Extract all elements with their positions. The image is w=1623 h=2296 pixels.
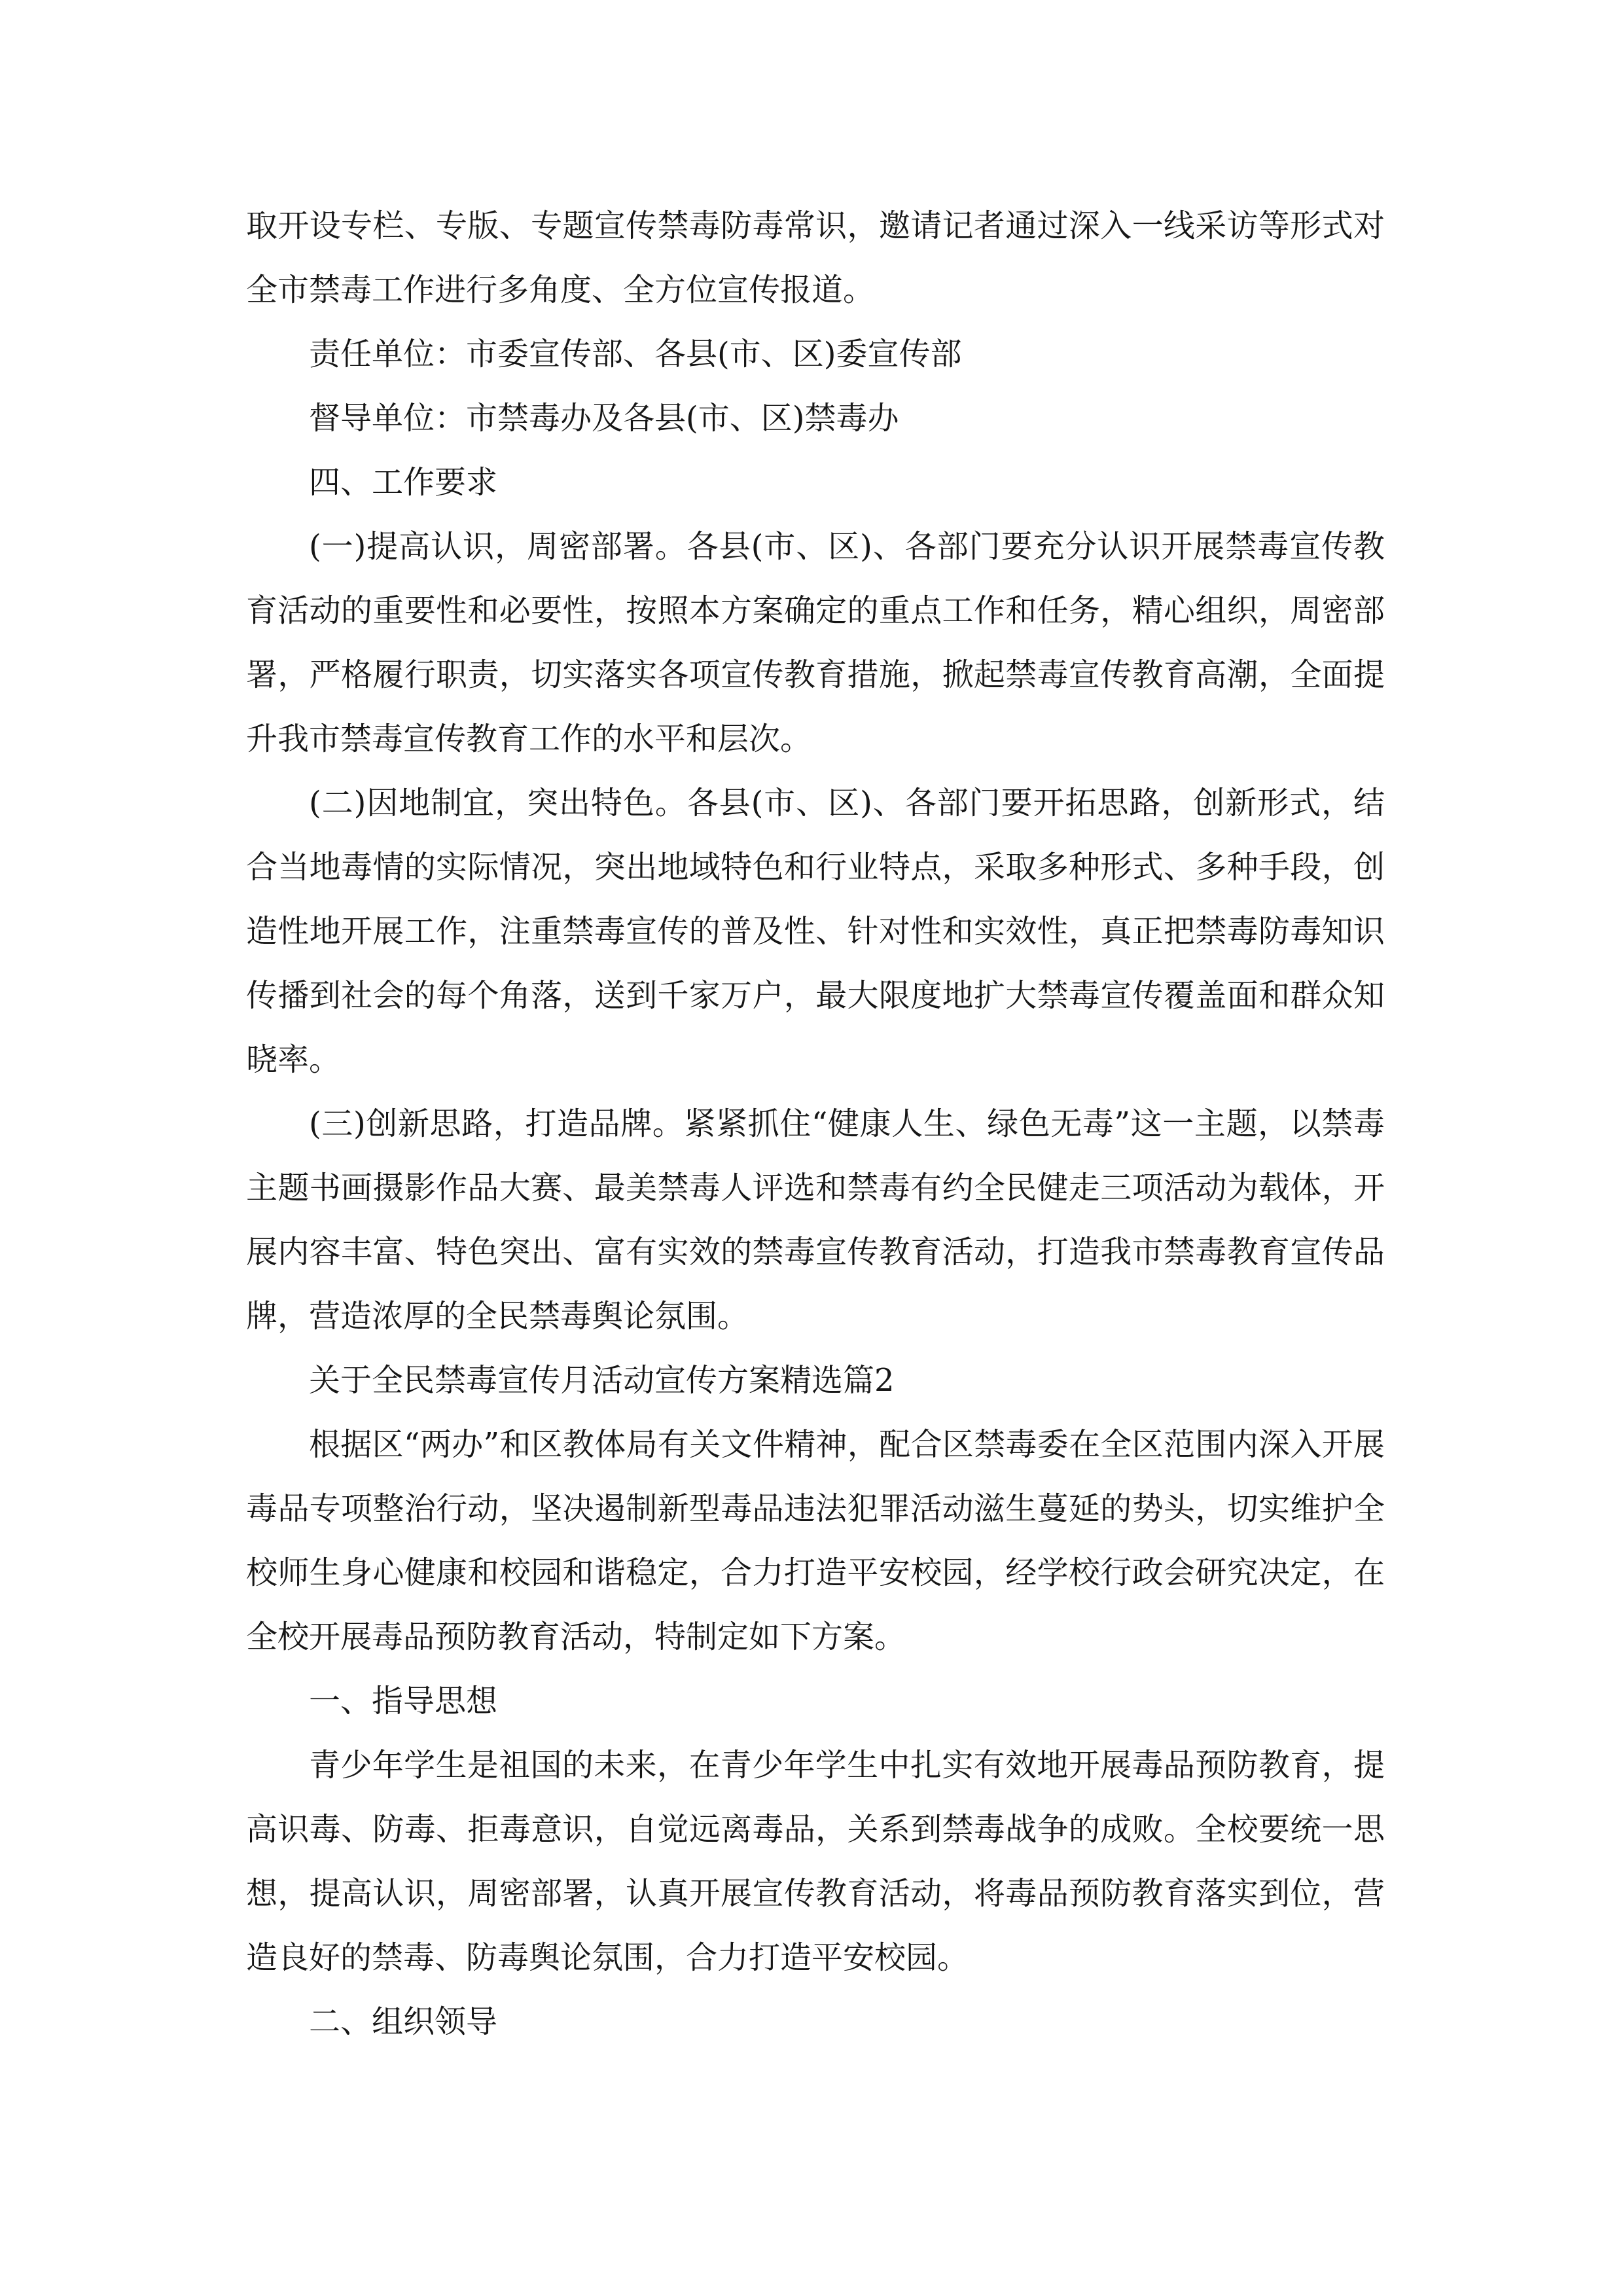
- document-body: [246, 194, 1385, 2054]
- section-heading-organization: 二、组织领导: [309, 2003, 498, 2040]
- paragraph-intro: 根据区“两办”和区教体局有关文件精神，配合区禁毒委在全区范围内深入开展毒品专项整治行动，坚决遏制新型毒品违法犯罪活动滋生蔓延的势头，切实维护全校师生身心健康和校园和谐稳定，合力打造平安校园，经学校行政会研究决定，在全校开展毒品预防教育活动，特制定如下方案。: [246, 1426, 1385, 1655]
- section-heading-work-requirements: 四、工作要求: [309, 464, 498, 501]
- paragraph-guiding-ideology: 青少年学生是祖国的未来，在青少年学生中扎实有效地开展毒品预防教育，提高识毒、防毒、拒毒意识，自觉远离毒品，关系到禁毒战争的成败。全校要统一思想，提高认识，周密部署，认真开展宣传教育活动，将毒品预防教育落实到位，营造良好的禁毒、防毒舆论氛围，合力打造平安校园。: [246, 1747, 1385, 1976]
- paragraph-continuation: 取开设专栏、专版、专题宣传禁毒防毒常识，邀请记者通过深入一线采访等形式对全市禁毒工作进行多角度、全方位宣传报道。: [246, 207, 1385, 308]
- paragraph-requirement-2: (二)因地制宜，突出特色。各县(市、区)、各部门要开拓思路，创新形式，结合当地毒情的实际情况，突出地域特色和行业特点，采取多种形式、多种手段，创造性地开展工作，注重禁毒宣传的普及性、针对性和实效性，真正把禁毒防毒知识传播到社会的每个角落，送到千家万户，最大限度地扩大禁毒宣传覆盖面和群众知晓率。: [246, 785, 1385, 1078]
- paragraph-supervising-unit: 督导单位：市禁毒办及各县(市、区)禁毒办: [309, 400, 899, 437]
- section-heading-guiding-ideology: 一、指导思想: [309, 1683, 498, 1719]
- paragraph-responsible-unit: 责任单位：市委宣传部、各县(市、区)委宣传部: [309, 336, 962, 372]
- paragraph-requirement-3: (三)创新思路，打造品牌。紧紧抓住“健康人生、绿色无毒”这一主题，以禁毒主题书画摄影作品大赛、最美禁毒人评选和禁毒有约全民健走三项活动为载体，开展内容丰富、特色突出、富有实效的禁毒宣传教育活动，打造我市禁毒教育宣传品牌，营造浓厚的全民禁毒舆论氛围。: [246, 1105, 1385, 1335]
- paragraph-requirement-1: (一)提高认识，周密部署。各县(市、区)、各部门要充分认识开展禁毒宣传教育活动的重要性和必要性，按照本方案确定的重点工作和任务，精心组织，周密部署，严格履行职责，切实落实各项宣传教育措施，掀起禁毒宣传教育高潮，全面提升我市禁毒宣传教育工作的水平和层次。: [246, 528, 1385, 757]
- article-title-part-2: 关于全民禁毒宣传月活动宣传方案精选篇2: [309, 1362, 895, 1399]
